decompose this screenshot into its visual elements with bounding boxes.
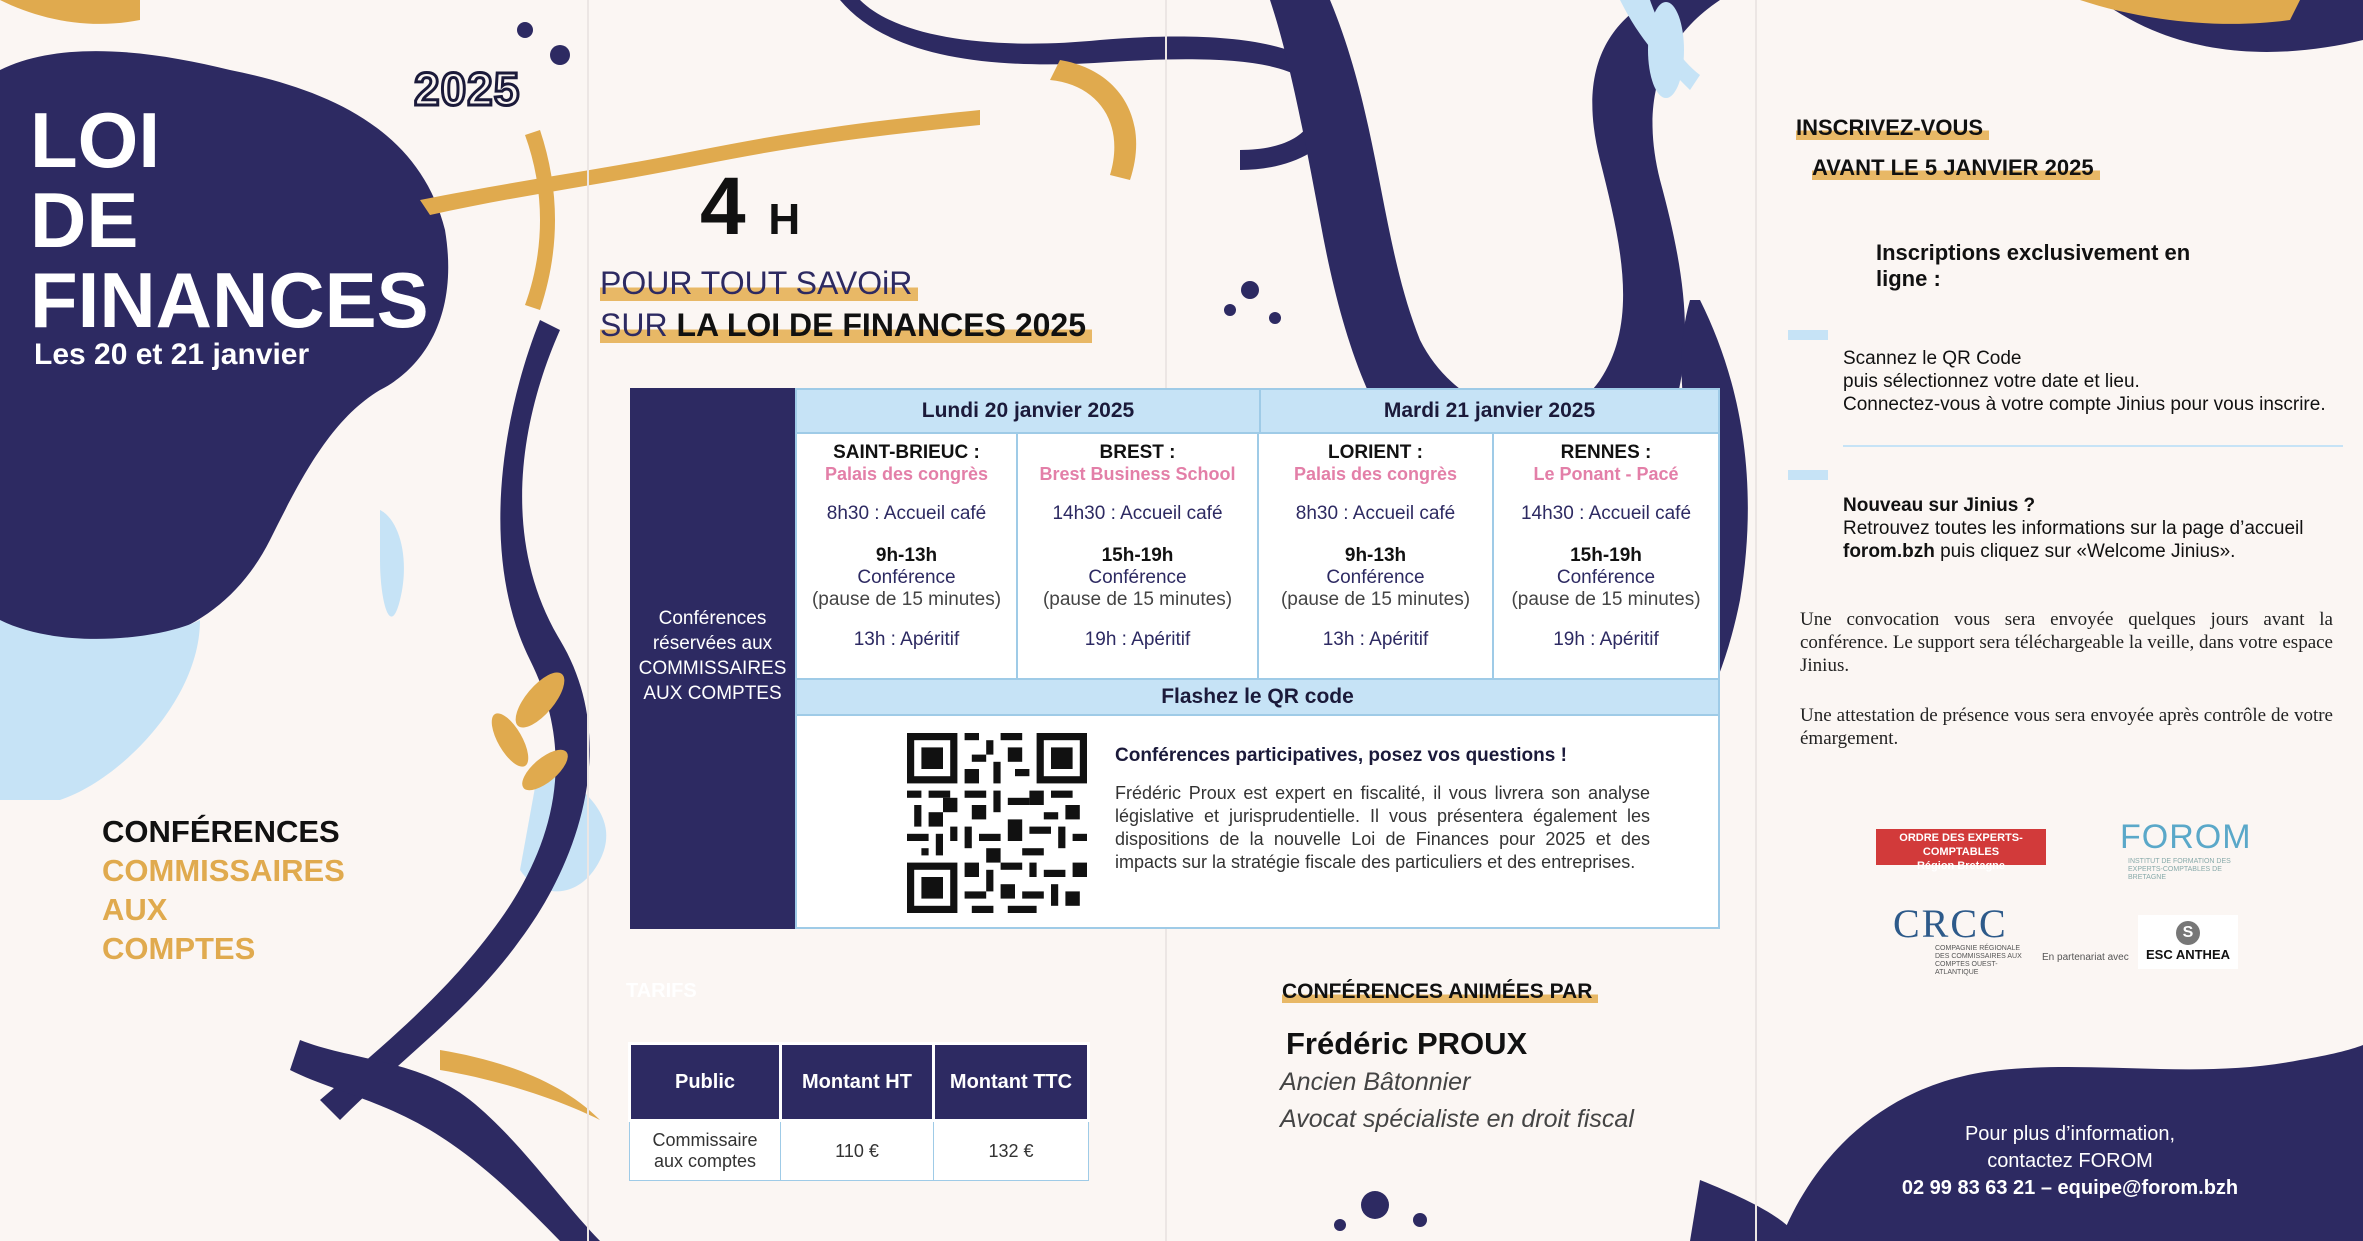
tarifs-cell-ht: 110 € [781, 1121, 934, 1181]
crcc-logo: CRCC [1893, 901, 2008, 946]
esc-anthea-icon: S [2176, 921, 2200, 945]
online-registration-note: Inscriptions exclusivement en ligne : [1876, 240, 2191, 291]
fold-line [587, 0, 589, 1241]
day-header-tuesday: Mardi 21 janvier 2025 [1261, 390, 1718, 434]
contact-info: Pour plus d’information, contactez FOROM 02 99 83 63 21 – equipe@forom.bzh [1870, 1121, 2270, 1202]
fold-line [1755, 0, 1757, 1241]
tagline: POUR TOUT SAVOiR SUR LA LOI DE FINANCES 2025 [600, 262, 1092, 346]
schedule-table [630, 388, 1720, 929]
speaker-role-1: Ancien Bâtonnier [1280, 1068, 1471, 1096]
year-label: 2025 [414, 63, 521, 115]
jinius-new-user-note: Nouveau sur Jinius ? Retrouvez toutes les informations sur la page d’accueil forom.bzh puis cliquez sur «Welcome Jinius». [1843, 495, 2304, 562]
speaker-label: CONFÉRENCES ANIMÉES PAR [1282, 980, 1598, 1004]
day-header-monday: Lundi 20 janvier 2025 [797, 390, 1261, 434]
registration-qr-code[interactable] [907, 733, 1087, 913]
attestation-note: Une attestation de présence vous sera envoyée après contrôle de votre émargement. [1800, 705, 2333, 749]
speaker-role-2: Avocat spécialiste en droit fiscal [1280, 1105, 1634, 1133]
session-rennes: RENNES : Le Ponant - Pacé 14h30 : Accueil café 15h-19h Conférence (pause de 15 minutes) 19h : Apéritif [1511, 442, 1701, 650]
crcc-logo-subtitle: COMPAGNIE RÉGIONALE DES COMMISSAIRES AUX COMPTES OUEST-ATLANTIQUE [1935, 945, 2022, 976]
contact-phone-email[interactable]: 02 99 83 63 21 – equipe@forom.bzh [1901, 1177, 2239, 1199]
qr-title: Conférences participatives, posez vos questions ! [1115, 745, 1567, 766]
session-saint-brieuc: SAINT-BRIEUC : Palais des congrès 8h30 : Accueil café 9h-13h Conférence (pause de 15 minutes) 13h : Apéritif [797, 432, 1018, 678]
bullet-bar [1788, 470, 1828, 480]
bullet-bar [1788, 330, 1828, 340]
session-lorient: LORIENT : Palais des congrès 8h30 : Accueil café 9h-13h Conférence (pause de 15 minutes) 13h : Apéritif [1259, 432, 1494, 678]
forom-logo: FOROM [2120, 818, 2252, 856]
session-brest: BREST : Brest Business School 14h30 : Accueil café 15h-19h Conférence (pause de 15 minutes) 19h : Apéritif [1018, 432, 1259, 678]
schedule-sidebar: Conférences réservées aux COMMISSAIRES AUX COMPTES [630, 388, 795, 929]
qr-description: Frédéric Proux est expert en fiscalité, il vous livrera son analyse législative et jurisprudentielle. Il vous présentera également les dispositions de la nouvelle Loi de Finances pour 2025 et des impacts sur la stratégie fiscale des particuliers et des entreprises. [1115, 783, 1650, 872]
duration: 4 H [700, 161, 801, 252]
register-deadline: AVANT LE 5 JANVIER 2025 [1812, 155, 2100, 181]
forom-link[interactable]: forom.bzh [1843, 541, 1935, 562]
convocation-note: Une convocation vous sera envoyée quelques jours avant la conférence. Le support sera téléchargeable la veille, dans votre espace Jinius. [1800, 609, 2333, 676]
qr-header: Flashez le QR code [797, 678, 1718, 716]
tarifs-table [628, 1042, 1090, 1181]
partnership-label: En partenariat avec [2042, 952, 2129, 963]
forom-logo-subtitle: INSTITUT DE FORMATION DES EXPERTS-COMPTABLES DE BRETAGNE [2128, 858, 2231, 881]
tarifs-cell-ttc: 132 € [934, 1121, 1089, 1181]
tarifs-header-ttc: Montant TTC [934, 1044, 1089, 1121]
audience-title: CONFÉRENCES COMMISSAIRES AUX COMPTES [102, 814, 345, 966]
oec-logo: ORDRE DES EXPERTS-COMPTABLES Région Bretagne [1876, 829, 2046, 865]
divider [1843, 445, 2343, 447]
main-title: LOI DE FINANCES [30, 96, 429, 344]
register-title: INSCRIVEZ-VOUS [1796, 115, 1989, 141]
tarifs-header-ht: Montant HT [781, 1044, 934, 1121]
speaker-name: Frédéric PROUX [1286, 1026, 1528, 1061]
tarifs-cell-public: Commissaire aux comptes [630, 1121, 781, 1181]
scan-instructions: Scannez le QR Code puis sélectionnez votre date et lieu. Connectez-vous à votre compte Jinius pour vous inscrire. [1843, 348, 2326, 415]
schedule-grid [795, 388, 1720, 929]
esc-anthea-logo: S ESC ANTHEA [2138, 915, 2238, 969]
event-dates: Les 20 et 21 janvier [34, 338, 310, 371]
tarifs-label: TARIFS [626, 980, 697, 1002]
tarifs-header-public: Public [630, 1044, 781, 1121]
